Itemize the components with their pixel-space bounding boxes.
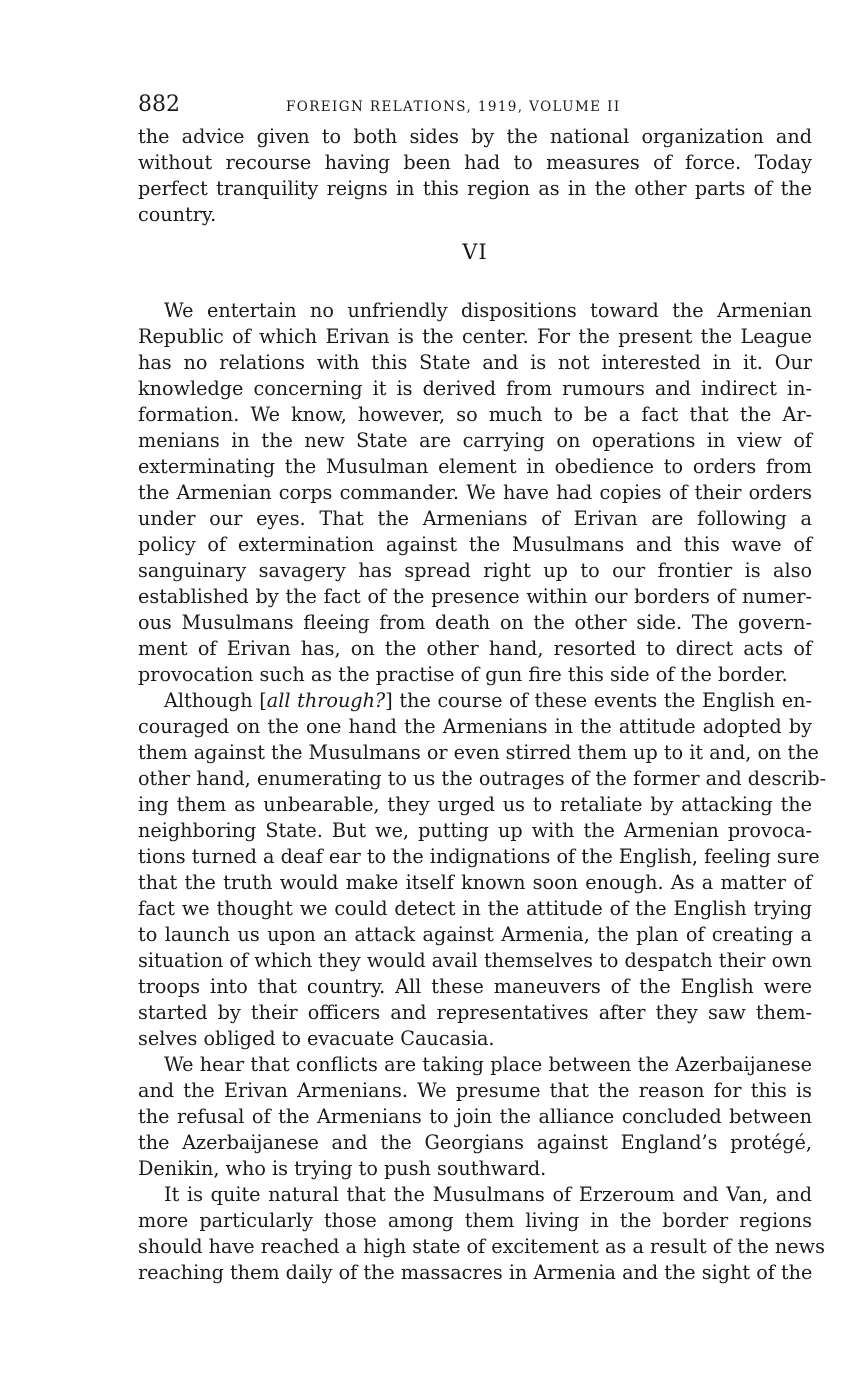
- text-fragment: Although [: [164, 689, 267, 712]
- text-line: knowledge concerning it is derived from rumours and indirect in-: [138, 377, 812, 400]
- text-line: formation. We know, however, so much to be a fact that the Ar-: [138, 403, 812, 426]
- text-line: couraged on the one hand the Armenians in the attitude adopted by: [138, 715, 812, 738]
- text-line: other hand, enumerating to us the outrages of the former and describ-: [138, 767, 827, 790]
- paragraph-continuation: [138, 124, 812, 228]
- text-line: the Armenian corps commander. We have had copies of their orders: [138, 481, 812, 504]
- text-line: selves obliged to evacuate Caucasia.: [138, 1027, 495, 1050]
- text-line: that the truth would make itself known soon enough. As a matter of: [138, 871, 812, 894]
- text-line: neighboring State. But we, putting up with the Armenian provoca-: [138, 819, 812, 842]
- page-number: 882: [138, 92, 180, 117]
- text-line: reaching them daily of the massacres in Armenia and the sight of the: [138, 1261, 813, 1284]
- page: [138, 92, 827, 1286]
- paragraph: [138, 688, 827, 1052]
- text-line: ment of Erivan has, on the other hand, resorted to direct acts of: [138, 637, 812, 660]
- text-line: started by their officers and representatives after they saw them-: [138, 1001, 812, 1024]
- text-line: menians in the new State are carrying on operations in view of: [138, 429, 812, 452]
- text-line: under our eyes. That the Armenians of Erivan are following a: [138, 507, 812, 530]
- text-line: without recourse having been had to measures of force. Today: [138, 151, 812, 174]
- running-title: FOREIGN RELATIONS, 1919, VOLUME II: [286, 99, 621, 115]
- text-line: We hear that conflicts are taking place between the Azerbaijanese: [164, 1053, 812, 1076]
- text-line: ing them as unbearable, they urged us to retaliate by attacking the: [138, 793, 812, 816]
- text-line: should have reached a high state of excitement as a result of the news: [138, 1235, 825, 1258]
- editorial-insert: all through?: [266, 689, 386, 712]
- text-line-with-editorial: [138, 688, 812, 714]
- text-line: has no relations with this State and is not interested in it. Our: [138, 351, 812, 374]
- text-line: tions turned a deaf ear to the indignations of the English, feeling sure: [138, 845, 820, 868]
- text-line: Republic of which Erivan is the center. For the present the League: [138, 325, 812, 348]
- text-fragment: ] the course of these events the English en-: [385, 689, 813, 712]
- text-line: ous Musulmans fleeing from death on the other side. The govern-: [138, 611, 812, 634]
- running-head: [138, 92, 812, 124]
- text-line: policy of extermination against the Musulmans and this wave of: [138, 533, 812, 556]
- paragraph: [138, 298, 812, 688]
- text-line: troops into that country. All these maneuvers of the English were: [138, 975, 812, 998]
- text-line: sanguinary savagery has spread right up to our frontier is also: [138, 559, 812, 582]
- paragraph: [138, 1052, 812, 1182]
- text-line: more particularly those among them living in the border regions: [138, 1209, 812, 1232]
- text-line: perfect tranquility reigns in this region as in the other parts of the: [138, 177, 812, 200]
- text-line: situation of which they would avail themselves to despatch their own: [138, 949, 812, 972]
- text-line: the Azerbaijanese and the Georgians against England’s protégé,: [138, 1131, 812, 1154]
- text-line: exterminating the Musulman element in obedience to orders from: [138, 455, 812, 478]
- text-line: them against the Musulmans or even stirred them up to it and, on the: [138, 741, 819, 764]
- text-line: provocation such as the practise of gun fire this side of the border.: [138, 663, 788, 686]
- text-line: Denikin, who is trying to push southward.: [138, 1157, 547, 1180]
- text-line: It is quite natural that the Musulmans of Erzeroum and Van, and: [164, 1183, 812, 1206]
- text-line: established by the fact of the presence within our borders of numer-: [138, 585, 812, 608]
- paragraph: [138, 1182, 825, 1286]
- text-line: We entertain no unfriendly dispositions toward the Armenian: [164, 299, 812, 322]
- text-line: the advice given to both sides by the national organization and: [138, 125, 812, 148]
- text-line: fact we thought we could detect in the attitude of the English trying: [138, 897, 812, 920]
- text-line: to launch us upon an attack against Armenia, the plan of creating a: [138, 923, 812, 946]
- text-line: country.: [138, 203, 217, 226]
- text-line: and the Erivan Armenians. We presume that the reason for this is: [138, 1079, 812, 1102]
- section-heading: VI: [462, 240, 488, 264]
- text-line: the refusal of the Armenians to join the alliance concluded between: [138, 1105, 812, 1128]
